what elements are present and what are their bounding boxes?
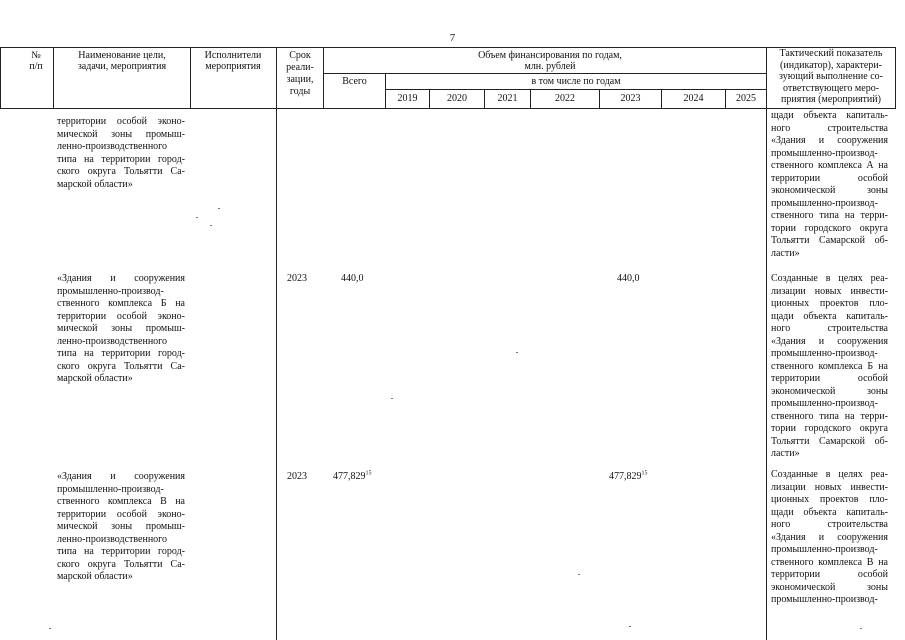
- header-funding-divider: [323, 73, 766, 74]
- header-col-name: Наименование цели, задачи, мероприятия: [77, 50, 167, 72]
- col-border-right: [895, 47, 896, 108]
- row-3-indicator: Созданные в целях реа- лизации новых инвести- ционных проектов пло- щади объекта капиталь- ного строительства «Здания и сооружения промышленно-производ- ственного комплекса В на территории особой экономической зоны промышленно-производ-: [771, 469, 888, 605]
- header-year-2025: 2025: [736, 93, 756, 104]
- scan-speck: [49, 628, 51, 629]
- scan-speck: [210, 225, 212, 226]
- header-year-2024: 2024: [683, 93, 704, 104]
- col-border-num: [53, 47, 54, 108]
- header-col-executors: Исполнители мероприятия: [204, 50, 262, 72]
- header-top-border: [0, 47, 896, 48]
- header-year-2023: 2023: [620, 93, 641, 104]
- scan-speck: [578, 574, 580, 575]
- row-2-value-2023: 440,0: [617, 273, 640, 284]
- header-col-funding: Объем финансирования по годам, млн. рублей: [478, 50, 622, 72]
- row-2-total: 440,0: [341, 273, 364, 284]
- header-col-total: Всего: [342, 76, 367, 87]
- page-number: 7: [449, 32, 456, 44]
- row-1-name: территории особой эконо- мической зоны промыш- ленно-производственного типа на территории город- ского округа Тольятти Са- марской области»: [57, 116, 185, 190]
- header-year-2020: 2020: [447, 93, 467, 104]
- header-col-num: № п/п: [29, 50, 43, 72]
- col-border-name: [190, 47, 191, 108]
- row-1-indicator: щади объекта капиталь- ного строительства «Здания и сооружения промышленно-производ- ственного комплекса А на территории особой экономической зоны промышленно-производ- ственного типа на терри- тории городского округа Тольятти Самарской об- ласти»: [771, 110, 888, 259]
- body-border-deadline: [276, 108, 277, 640]
- header-year-2022: 2022: [555, 93, 575, 104]
- scan-speck: [860, 628, 862, 629]
- col-border-left: [0, 47, 1, 108]
- header-bottom-border: [0, 108, 896, 109]
- row-3-name: «Здания и сооружения промышленно-производ- ственного комплекса В на территории особой эконо- мической зоны промыш- ленно-производственного типа на территории город- ского округа Тольятти Са- марской области»: [57, 471, 185, 582]
- row-3-total: 477,829: [333, 471, 366, 482]
- row-2-indicator: Созданные в целях реа- лизации новых инвести- ционных проектов пло- щади объекта капиталь- ного строительства «Здания и сооружения промышленно-производ- ственного комплекса Б на территории особой экономической зоны промышленно-производ- ственного типа на терри- тории городского округа Тольятти Самарской об- ласти»: [771, 273, 888, 459]
- scan-speck: [218, 208, 220, 209]
- body-border-funding-right: [766, 108, 767, 640]
- header-years-divider: [385, 89, 766, 90]
- row-2-year: 2023: [287, 273, 307, 284]
- row-2-name: «Здания и сооружения промышленно-производ- ственного комплекса Б на территории особой эконо- мической зоны промыш- ленно-производственного типа на территории город- ского округа Тольятти Са- марской области»: [57, 273, 185, 384]
- row-3-value-2023-footnote: 15: [641, 470, 648, 477]
- scan-speck: [516, 352, 518, 353]
- header-year-2021: 2021: [497, 93, 518, 104]
- row-3-total-footnote: 15: [365, 470, 372, 477]
- header-col-deadline: Срок реали- зации, годы: [286, 50, 314, 97]
- row-3-value-2023-cell: [609, 471, 648, 482]
- row-3-total-cell: [333, 471, 372, 482]
- row-3-year: 2023: [287, 471, 307, 482]
- col-border-exec: [276, 47, 277, 108]
- header-col-including: в том числе по годам: [531, 76, 621, 87]
- col-border-funding-right: [766, 47, 767, 108]
- row-3-value-2023: 477,829: [609, 471, 642, 482]
- scan-speck: [391, 398, 393, 399]
- header-col-indicator: Тактический показатель (индикатор), характери- зующий выполнение со- ответствующего меро- приятия (мероприятий): [779, 48, 883, 105]
- scan-speck: [196, 217, 198, 218]
- header-year-2019: 2019: [397, 93, 418, 104]
- scan-speck: [629, 626, 631, 627]
